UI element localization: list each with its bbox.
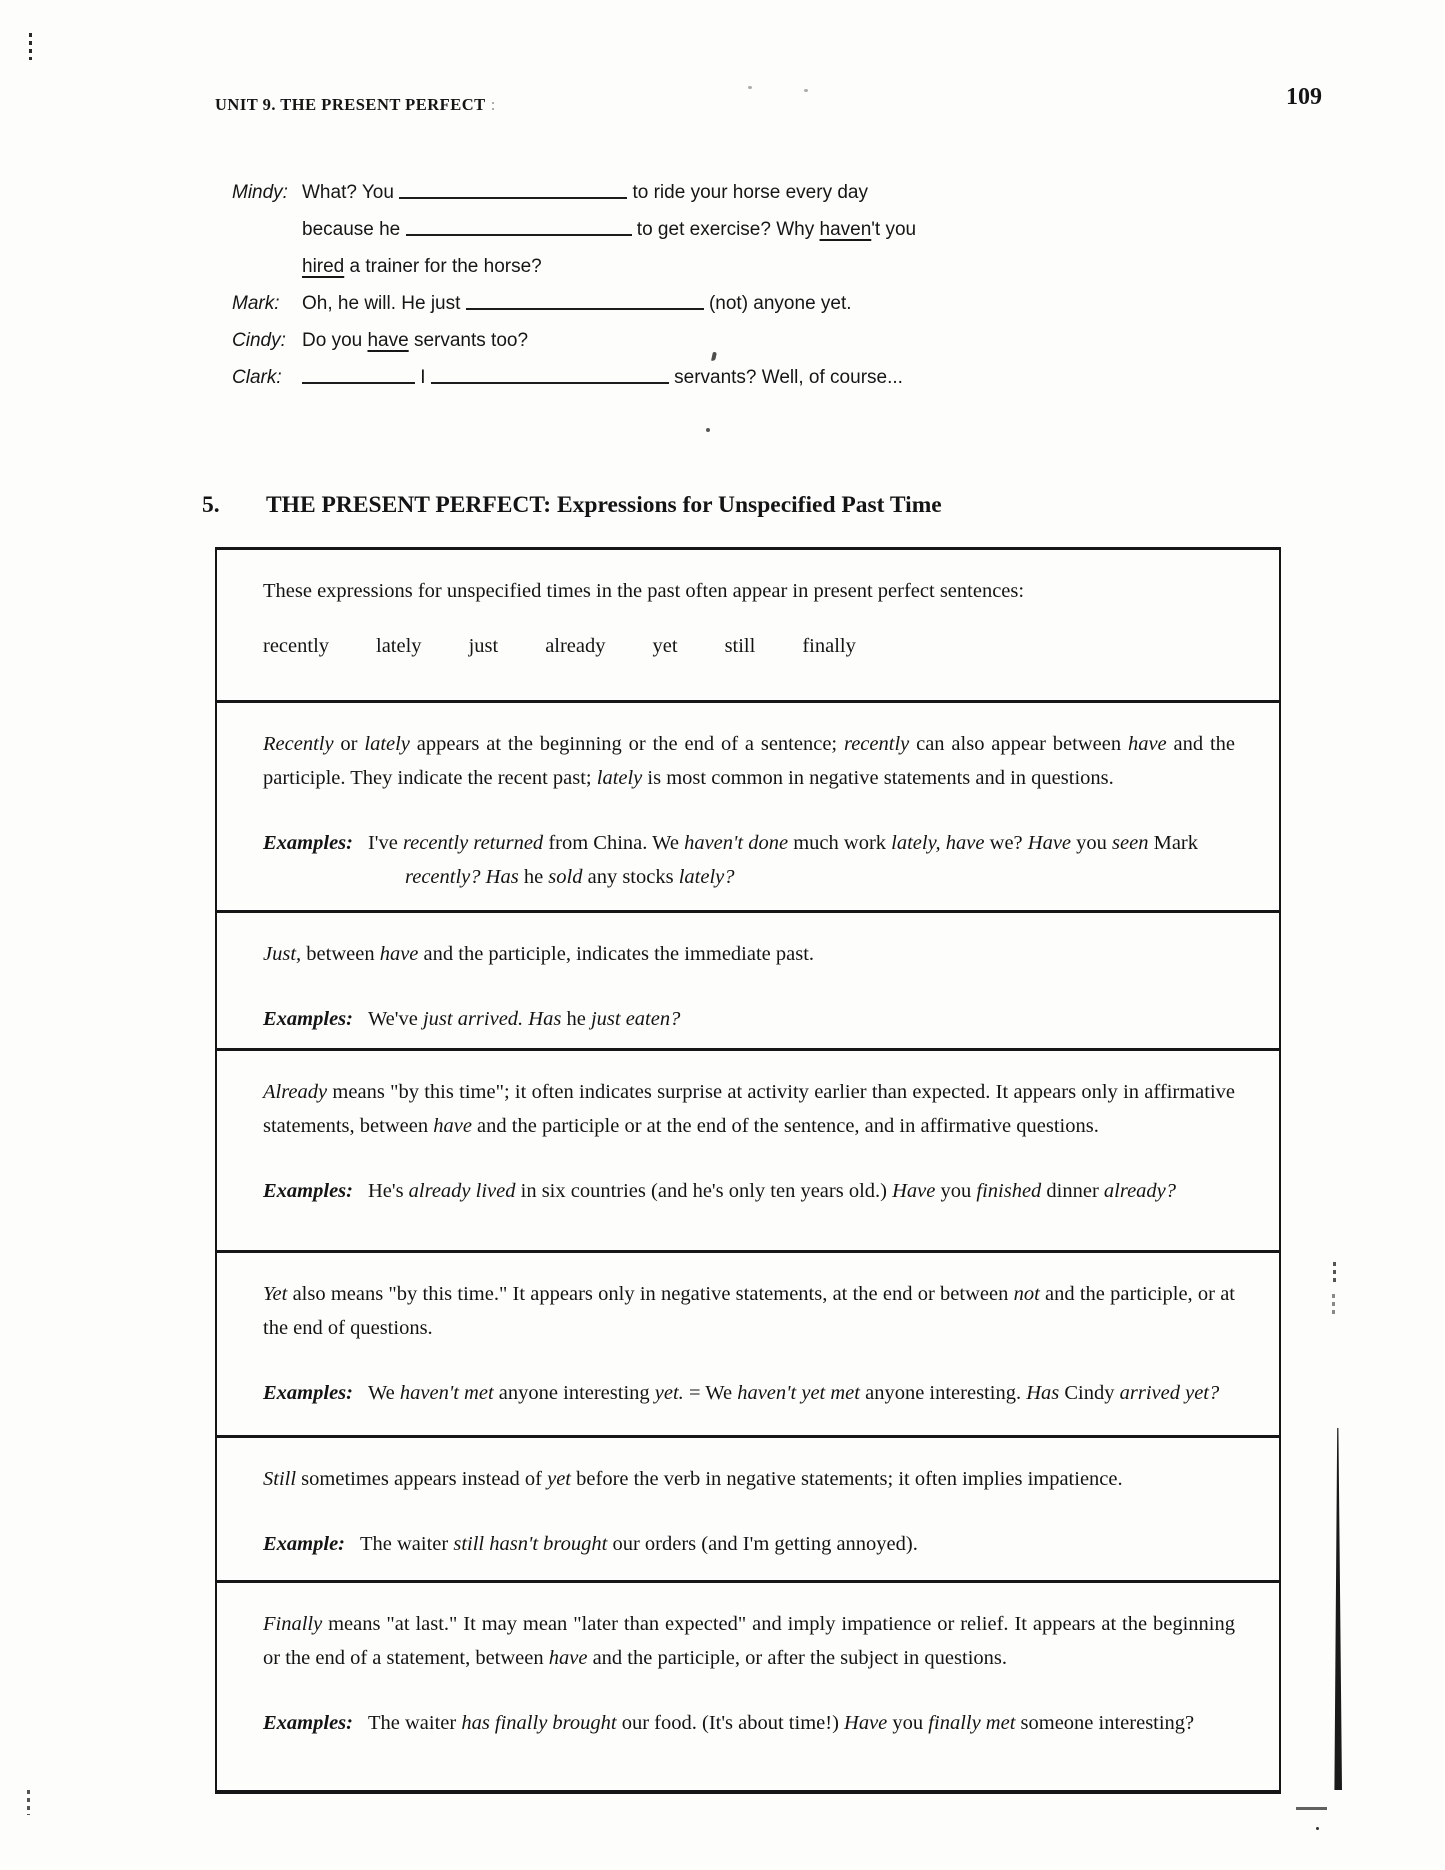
underlined-word: hired	[302, 256, 345, 277]
text-segment: Yet	[263, 1283, 288, 1305]
text-segment: Finally	[263, 1613, 323, 1635]
text-segment: Do you	[302, 330, 368, 351]
explanation-paragraph	[263, 574, 1235, 608]
fill-in-blank	[399, 184, 627, 199]
running-header	[215, 95, 496, 115]
text-segment: in six countries (and he's only ten years old.)	[515, 1180, 893, 1202]
dialogue-text	[302, 218, 1032, 241]
example-paragraph	[263, 1706, 1235, 1740]
text-segment: (not) anyone yet.	[703, 293, 852, 314]
stray-ink-mark: :	[490, 95, 496, 114]
dialogue-line	[232, 218, 1032, 241]
time-expression-word: lately	[376, 635, 422, 657]
example-paragraph	[263, 826, 1235, 894]
text-segment: he	[561, 1008, 591, 1030]
text-segment: Still	[263, 1468, 297, 1490]
fill-in-blank	[302, 369, 415, 384]
table-row	[217, 1580, 1279, 1790]
text-segment: you	[935, 1180, 977, 1202]
table-row	[217, 1250, 1279, 1435]
dialogue-line	[232, 255, 1032, 278]
text-segment: recently returned	[402, 832, 544, 854]
text-segment: just eaten?	[590, 1008, 681, 1030]
text-segment: haven't done	[684, 832, 789, 854]
time-expression-word: recently	[263, 635, 330, 657]
text-segment: to get exercise? Why	[631, 219, 820, 240]
dialogue-line	[232, 366, 1032, 389]
section-heading	[202, 492, 942, 519]
text-segment: dinner	[1041, 1180, 1104, 1202]
text-segment: between	[301, 943, 380, 965]
text-segment: can also appear between	[909, 733, 1128, 755]
text-segment: have	[548, 1647, 588, 1669]
text-segment: still hasn't brought	[453, 1533, 608, 1555]
section-number: 5.	[202, 492, 220, 518]
scan-artifact-bottom-left-tick	[27, 1790, 30, 1815]
dialogue-exercise	[232, 176, 1032, 403]
time-expression-word-list	[263, 635, 1235, 658]
dialogue-speaker: Mindy:	[232, 182, 288, 203]
time-expression-word: finally	[802, 635, 856, 657]
text-segment: a trainer for the horse?	[344, 256, 542, 277]
grammar-chart	[215, 547, 1281, 1794]
text-segment: finished	[976, 1180, 1042, 1202]
dialogue-text	[302, 366, 1032, 389]
text-segment: What? You	[302, 182, 400, 203]
example-paragraph	[263, 1376, 1235, 1410]
text-segment: Already	[263, 1081, 328, 1103]
scan-artifact-dot	[706, 428, 710, 432]
section-title: THE PRESENT PERFECT: Expressions for Unspecified Past Time	[266, 492, 942, 518]
text-segment: I	[415, 367, 431, 388]
text-segment: because he	[302, 219, 406, 240]
text-segment: Has	[1026, 1382, 1060, 1404]
scan-artifact-dot	[748, 86, 752, 89]
text-segment: recently	[843, 733, 910, 755]
text-segment: Have	[1027, 832, 1072, 854]
text-segment: anyone interesting	[493, 1382, 655, 1404]
dialogue-text	[302, 181, 1032, 204]
time-expression-word: still	[724, 635, 756, 657]
text-segment: Mark	[1148, 832, 1199, 854]
text-segment: also means "by this time." It appears only in negative statements, at the end or between	[287, 1283, 1014, 1305]
underlined-word: have	[367, 330, 409, 351]
example-label: Examples:	[263, 1382, 353, 1404]
text-segment: and the participle, or at the end of questions.	[263, 1283, 1236, 1339]
text-segment: Has	[528, 1008, 562, 1030]
explanation-paragraph	[263, 1075, 1235, 1143]
text-segment: we?	[984, 832, 1028, 854]
text-segment: before the verb in negative statements; it often implies impatience.	[571, 1468, 1123, 1490]
example-label: Example:	[263, 1533, 345, 1555]
text-segment: means "at last." It may mean "later than expected" and imply impatience or relief. It appears at the beginning or the end of a statement, between	[263, 1613, 1235, 1669]
text-segment: Have	[892, 1180, 936, 1202]
dialogue-text	[302, 292, 1032, 315]
example-paragraph	[263, 1527, 1235, 1561]
dialogue-speaker	[232, 218, 302, 241]
text-segment: our food. (It's about time!)	[616, 1712, 845, 1734]
table-row	[217, 700, 1279, 910]
text-segment: Recently	[263, 733, 334, 755]
text-segment: Oh, he will. He just	[302, 293, 466, 314]
example-paragraph	[263, 1002, 1235, 1036]
text-segment: sold	[548, 866, 583, 888]
text-segment: = We	[683, 1382, 738, 1404]
text-segment: These expressions for unspecified times in the past often appear in present perfect sentences:	[263, 580, 1025, 602]
text-segment: lately?	[678, 866, 735, 888]
fill-in-blank	[406, 221, 632, 236]
text-segment: appears at the beginning or the end of a sentence;	[409, 733, 844, 755]
text-segment: haven't met	[399, 1382, 494, 1404]
time-expression-word: just	[468, 635, 499, 657]
text-segment: someone interesting?	[1015, 1712, 1195, 1734]
table-row	[217, 910, 1279, 1048]
text-segment: I've	[367, 832, 403, 854]
scan-artifact-bottom-dash	[1296, 1807, 1327, 1810]
text-segment: he	[518, 866, 549, 888]
page-number: 109	[1286, 84, 1322, 110]
scan-artifact-margin-tick	[1332, 1294, 1335, 1316]
text-segment: The waiter	[367, 1712, 462, 1734]
example-label: Examples:	[263, 832, 353, 854]
dialogue-text	[302, 255, 1032, 278]
text-segment: seen	[1112, 832, 1149, 854]
text-segment: or	[333, 733, 365, 755]
explanation-paragraph	[263, 727, 1235, 795]
text-segment: any stocks	[582, 866, 679, 888]
text-segment: yet.	[654, 1382, 684, 1404]
dialogue-line	[232, 292, 1032, 315]
unit-title: UNIT 9. THE PRESENT PERFECT	[215, 95, 486, 114]
dialogue-speaker: Cindy:	[232, 330, 286, 351]
explanation-paragraph	[263, 937, 1235, 971]
text-segment: servants too?	[408, 330, 529, 351]
text-segment: you	[1071, 832, 1113, 854]
text-segment: means "by this time"; it often indicates surprise at activity earlier than expected. It appears only in affirmative statements, between	[263, 1081, 1235, 1137]
text-segment: not	[1013, 1283, 1040, 1305]
time-expression-word: already	[545, 635, 606, 657]
text-segment: to ride your horse every day	[627, 182, 868, 203]
example-label: Examples:	[263, 1712, 353, 1734]
text-segment: servants? Well, of course...	[668, 367, 903, 388]
scan-artifact-margin-scratch	[1334, 1428, 1342, 1790]
fill-in-blank	[431, 369, 669, 384]
text-segment: already lived	[408, 1180, 516, 1202]
text-segment: The waiter	[360, 1533, 454, 1555]
example-label: Examples:	[263, 1180, 353, 1202]
text-segment: you	[887, 1712, 929, 1734]
text-segment: We	[367, 1382, 400, 1404]
text-segment: haven't yet met	[737, 1382, 860, 1404]
dialogue-line	[232, 181, 1032, 204]
table-row	[217, 1048, 1279, 1250]
text-segment: Just,	[263, 943, 302, 965]
scan-artifact-margin-tick	[1333, 1262, 1336, 1284]
text-segment: We've	[367, 1008, 423, 1030]
text-segment: have	[379, 943, 419, 965]
table-row	[217, 1435, 1279, 1580]
explanation-paragraph	[263, 1607, 1235, 1675]
text-segment: and the participle or at the end of the sentence, and in affirmative questions.	[471, 1115, 1099, 1137]
time-expression-word: yet	[652, 635, 678, 657]
example-label: Examples:	[263, 1008, 353, 1030]
explanation-paragraph	[263, 1462, 1235, 1496]
text-segment: and the participle. They indicate the recent past;	[263, 733, 1236, 789]
table-row	[217, 550, 1279, 700]
example-paragraph	[263, 1174, 1235, 1208]
text-segment: Has	[485, 866, 519, 888]
text-segment: Cindy	[1059, 1382, 1120, 1404]
text-segment: already?	[1103, 1180, 1177, 1202]
text-segment: from China. We	[543, 832, 685, 854]
text-segment: anyone interesting.	[859, 1382, 1027, 1404]
dialogue-text	[302, 329, 1032, 352]
text-segment: He's	[367, 1180, 409, 1202]
text-segment: 't you	[871, 219, 917, 240]
text-segment: arrived yet?	[1119, 1382, 1220, 1404]
text-segment: much work	[788, 832, 892, 854]
text-segment: our orders (and I'm getting annoyed).	[607, 1533, 918, 1555]
text-segment: have	[1127, 733, 1167, 755]
scan-artifact-dot	[1316, 1827, 1319, 1830]
text-segment: is most common in negative statements and in questions.	[642, 767, 1114, 789]
text-segment: have	[433, 1115, 472, 1137]
text-segment: and the participle, indicates the immediate past.	[418, 943, 815, 965]
text-segment: lately	[364, 733, 410, 755]
text-segment: yet	[547, 1468, 572, 1490]
dialogue-speaker	[232, 255, 302, 278]
dialogue-line	[232, 329, 1032, 352]
text-segment: lately, have	[891, 832, 985, 854]
text-segment: recently?	[405, 866, 481, 888]
text-segment: sometimes appears instead of	[296, 1468, 548, 1490]
text-segment: has finally brought	[461, 1712, 617, 1734]
dialogue-speaker: Mark:	[232, 293, 280, 314]
dialogue-speaker: Clark:	[232, 367, 282, 388]
text-segment: just arrived.	[422, 1008, 524, 1030]
text-segment: Have	[844, 1712, 888, 1734]
text-segment: finally met	[928, 1712, 1016, 1734]
underlined-word: haven	[819, 219, 872, 240]
scan-artifact-top-left-tick	[29, 33, 32, 60]
explanation-paragraph	[263, 1277, 1235, 1345]
text-segment: lately	[596, 767, 643, 789]
fill-in-blank	[466, 295, 704, 310]
text-segment: and the participle, or after the subject in questions.	[587, 1647, 1008, 1669]
scan-artifact-dot	[804, 89, 808, 92]
